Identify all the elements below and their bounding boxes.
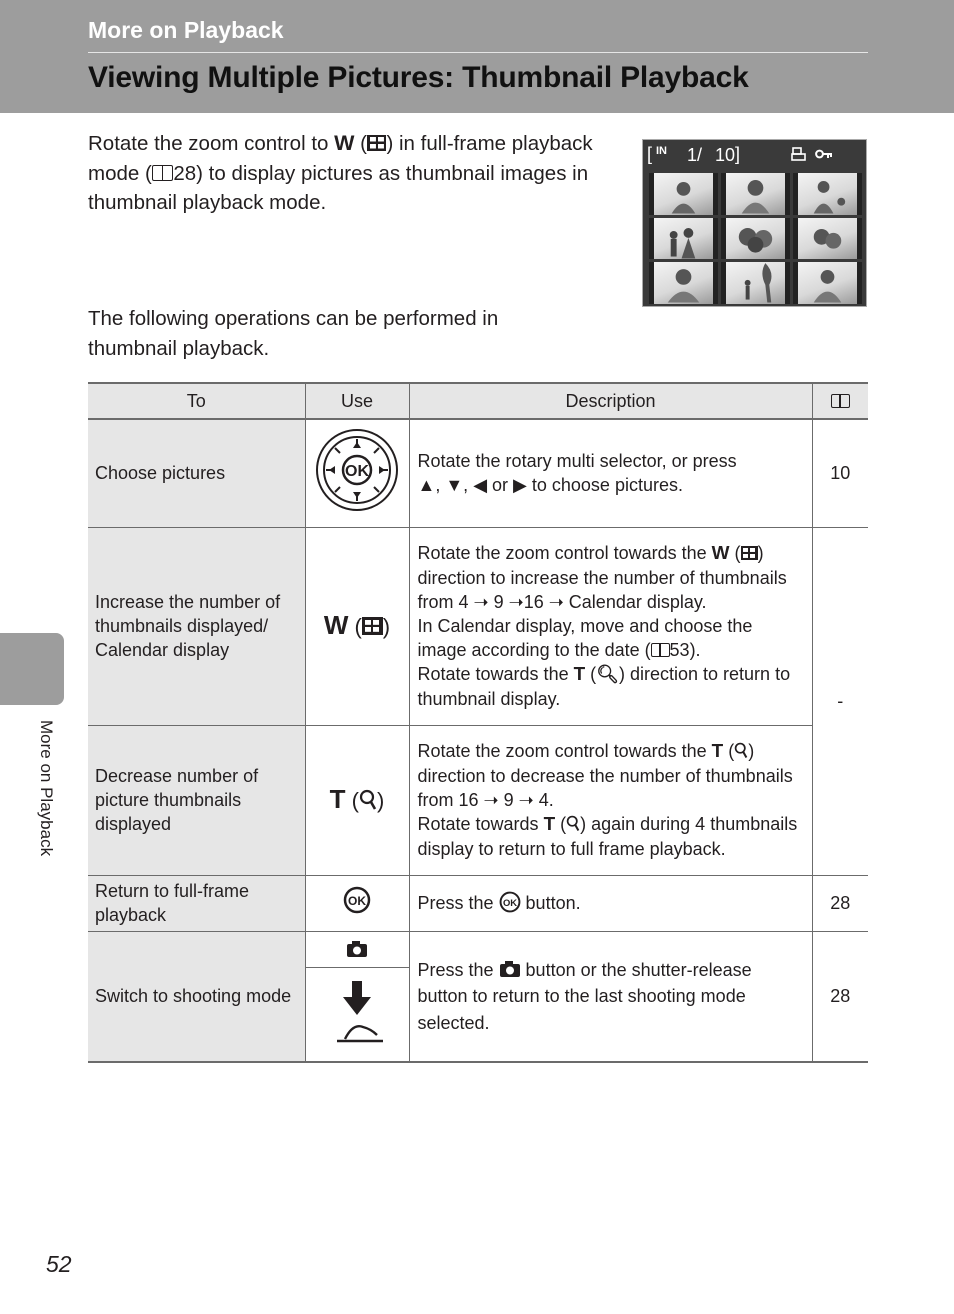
ok-button-icon [499, 891, 521, 913]
row-to: Switch to shooting mode [88, 931, 305, 1062]
desc-text: ) direction to increase the number of thumbnails from 4 ➝ 9 ➝16 ➝ Calendar display. [417, 543, 787, 612]
zoom-t-glyph: T [329, 783, 346, 814]
ok-label: OK [502, 896, 517, 908]
row-to: Choose pictures [88, 419, 305, 527]
shutter-release-icon [329, 979, 385, 1049]
thumbnail-grid-icon [741, 546, 758, 560]
zoom-magnifier-icon [734, 742, 748, 759]
desc-sep: , [463, 475, 474, 496]
operations-intro: The following operations can be performed in thumbnail playback. [88, 307, 499, 360]
screen-bracket-open: [ [647, 144, 653, 164]
table-header-row [88, 383, 868, 419]
zoom-magnifier-icon [566, 815, 580, 832]
table-row [88, 527, 868, 725]
table-row [88, 931, 868, 1062]
desc-text: In Calendar display, move and choose the image according to the date ( [417, 616, 753, 660]
zoom-w-glyph: W [323, 609, 349, 640]
row-use: T ( ) [305, 725, 409, 875]
row-description [409, 419, 812, 527]
camera-icon [346, 940, 368, 958]
print-order-icon [791, 147, 806, 161]
section-title: More on Playback [88, 17, 284, 43]
internal-memory-indicator: IN [656, 145, 667, 157]
screen-bracket-close: ] [735, 144, 741, 164]
zoom-t-glyph: T [543, 814, 556, 835]
zoom-w-glyph: W [711, 543, 730, 564]
row-to: Increase the number of thumbnails displayed/ Calendar display [88, 527, 305, 725]
desc-text: ). [689, 640, 701, 660]
header-description: Description [409, 383, 812, 419]
row-use: W ( ) [305, 527, 409, 725]
desc-text: button or the shutter-release button to return to the last shooting mode selected. [417, 959, 752, 1033]
desc-text: ) again during 4 thumbnails display to return to full frame playback. [417, 814, 798, 859]
thumbnail [649, 262, 718, 304]
desc-text: ) direction to return to thumbnail display. [417, 664, 791, 709]
row-description [409, 875, 812, 931]
page-number: 52 [46, 1251, 72, 1277]
desc-or: or [487, 475, 514, 496]
zoom-t-glyph: T [711, 741, 724, 762]
row-to: Return to full-frame playback [88, 875, 305, 931]
thumbnail-grid [649, 173, 862, 304]
desc-text: Rotate the rotary multi selector, or press [417, 451, 737, 472]
thumbnail [793, 173, 862, 215]
operations-table [88, 382, 868, 1063]
sidebar-label: More on Playback [37, 720, 56, 857]
row-description: Rotate the zoom control towards the T ( ) direction to decrease the number of thumbnails from 16 ➝ 9 ➝ 4. Rotate towards T ( ) again during 4 thumbnails display to return to full frame playback. [409, 725, 812, 875]
header-use: Use [305, 383, 409, 419]
row-use [305, 931, 409, 1062]
desc-text: ) direction to decrease the number of thumbnails from 16 ➝ 9 ➝ 4. [417, 741, 793, 810]
zoom-t-glyph: T [573, 664, 586, 685]
desc-page-ref: 53 [669, 640, 690, 660]
desc-text: Rotate the zoom control towards the [417, 741, 712, 761]
intro-paragraph [88, 129, 628, 218]
row-use [305, 419, 409, 527]
desc-text: Press the [417, 959, 499, 980]
row-reference: 10 [812, 419, 868, 527]
desc-text: to choose pictures. [526, 475, 683, 496]
intro-paren: ( [354, 132, 367, 155]
header-to: To [88, 383, 305, 419]
ok-label: OK [348, 894, 366, 908]
up-arrow-icon: ▲ [417, 475, 436, 496]
thumbnail [649, 218, 718, 260]
ok-label: OK [345, 463, 369, 481]
intro-text-1: Rotate the zoom control to [88, 132, 335, 155]
camera-icon [499, 960, 521, 978]
ok-button-icon [343, 886, 371, 914]
thumbnail-grid-icon [367, 135, 386, 151]
right-arrow-icon: ▶ [513, 475, 527, 496]
book-reference-icon [831, 394, 850, 408]
row-to: Decrease number of picture thumbnails displayed [88, 725, 305, 875]
desc-text: button. [520, 893, 581, 913]
header-divider [88, 52, 868, 53]
protect-key-icon [815, 149, 833, 159]
zoom-w-glyph: W [334, 131, 355, 155]
intro-text-2: ) in full-frame playback mode ( [88, 132, 593, 185]
thumbnail [721, 218, 790, 260]
left-arrow-icon: ◀ [473, 475, 488, 496]
thumbnail-screen-illustration [642, 139, 867, 307]
thumbnail [721, 173, 790, 215]
table-row [88, 875, 868, 931]
intro-page-ref: 28 [173, 161, 197, 185]
down-arrow-icon: ▼ [445, 475, 464, 496]
thumbnail [721, 262, 790, 304]
book-reference-icon [651, 643, 670, 657]
row-reference: - [812, 527, 868, 875]
thumbnail [793, 262, 862, 304]
desc-sep: , [435, 475, 446, 496]
book-reference-icon [152, 165, 174, 181]
desc-text: Rotate towards [417, 814, 544, 834]
row-description: Rotate the zoom control towards the W ( ) direction to increase the number of thumbnails from 4 ➝ 9 ➝16 ➝ Calendar display. In Calendar display, move and choose the image according to the date ( 53). Rotate towards the T (🔍︎) direction to return to thumbnail display. [409, 527, 812, 725]
zoom-magnifier-icon: 🔍︎ [596, 664, 619, 684]
desc-text: Rotate the zoom control towards the [417, 543, 712, 563]
page-title: Viewing Multiple Pictures: Thumbnail Playback [88, 61, 749, 94]
screen-current-frame: 1/ [687, 145, 703, 165]
table-row [88, 725, 868, 875]
thumbnail [649, 173, 718, 215]
sidebar-tab [0, 633, 64, 705]
intro-text-3: ) to display pictures as thumbnail images in thumbnail playback mode. [88, 161, 589, 214]
screen-total-frames: 10 [715, 145, 736, 165]
header-reference [812, 383, 868, 419]
thumbnail [793, 218, 862, 260]
desc-text: Rotate towards the [417, 664, 574, 684]
desc-text: Press the [417, 893, 499, 913]
row-reference: 28 [812, 875, 868, 931]
row-use [305, 875, 409, 931]
row-reference: 28 [812, 931, 868, 1062]
screen-status-bar [643, 140, 866, 172]
row-description [409, 931, 812, 1062]
zoom-magnifier-icon [359, 789, 377, 811]
rotary-multi-selector-icon [315, 428, 399, 512]
table-row [88, 419, 868, 527]
page-header [0, 0, 954, 113]
thumbnail-grid-icon [362, 617, 383, 634]
